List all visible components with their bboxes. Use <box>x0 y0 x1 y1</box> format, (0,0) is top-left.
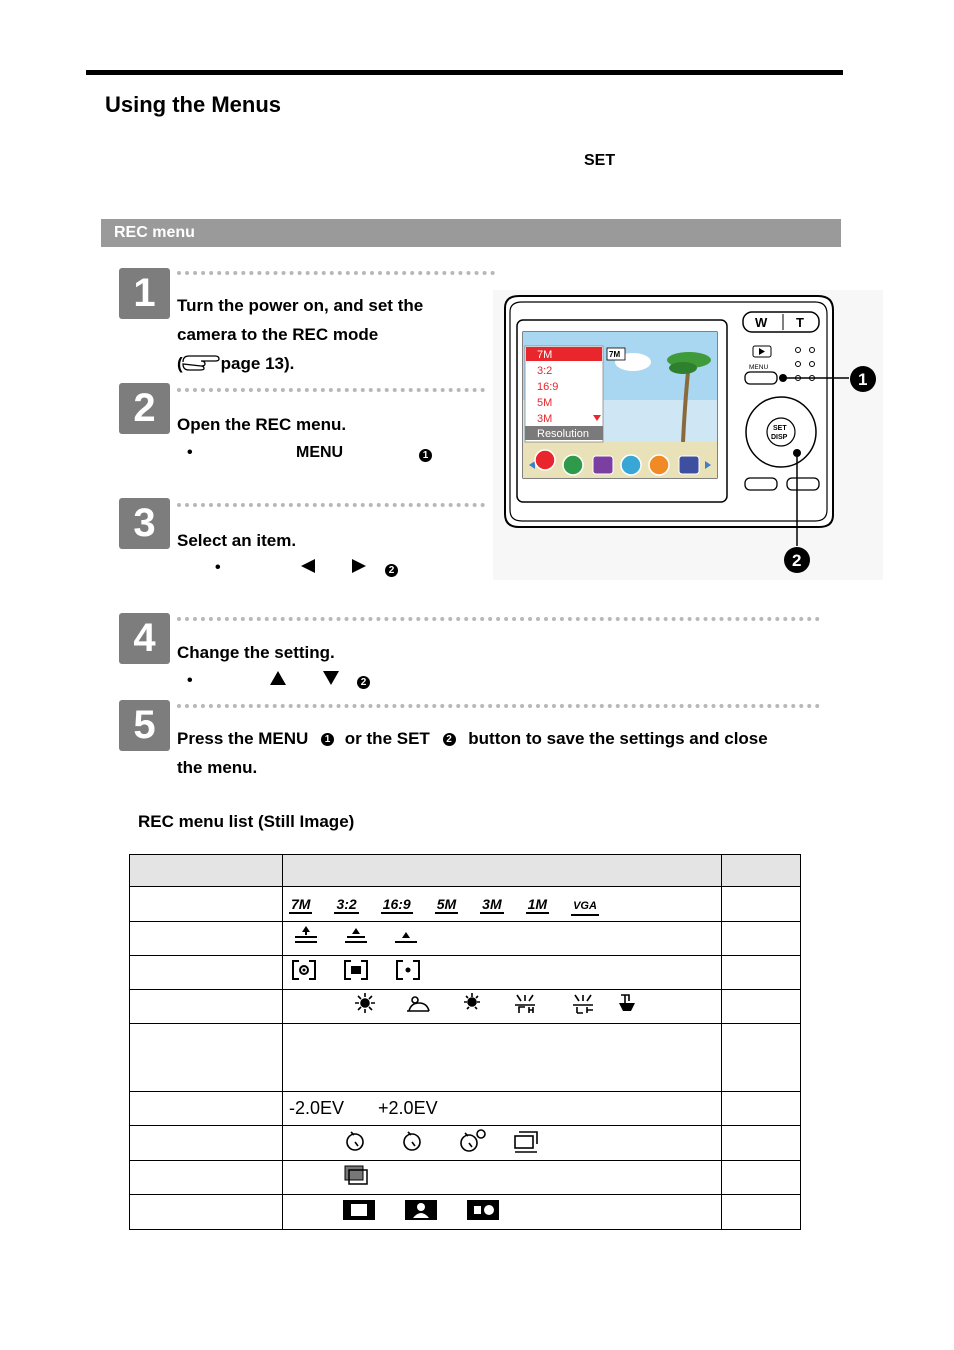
left-arrow-icon <box>299 559 317 573</box>
lcd-menu-caption: Resolution <box>537 428 589 440</box>
table-row <box>130 956 801 990</box>
section-header <box>101 219 841 247</box>
res-7m-icon: 7M <box>291 895 311 912</box>
step-divider <box>177 704 820 708</box>
stabilizer-icon <box>289 1162 409 1188</box>
lcd-resolution-badge: 7M <box>609 350 621 359</box>
lcd-menu-item: 3M <box>537 413 553 425</box>
table-row <box>130 1161 801 1195</box>
step-number-3: 3 <box>119 498 170 549</box>
step-number-1: 1 <box>119 268 170 319</box>
table-row <box>130 1126 801 1161</box>
step-1-line-2: camera to the REC mode <box>177 325 379 344</box>
marker-1: 1 <box>419 449 432 462</box>
ref-page: page 13). <box>220 354 295 373</box>
step-5-part-b: or the SET <box>344 729 430 748</box>
step-divider <box>177 617 820 621</box>
page-title: Using the Menus <box>105 92 282 117</box>
table-header-row <box>130 855 801 887</box>
step-5-line-2: the menu. <box>177 758 258 777</box>
step-1-ref <box>177 349 423 378</box>
step-divider <box>177 271 495 275</box>
callout-1: 1 <box>858 370 868 389</box>
res-3m-icon: 3M <box>482 895 502 912</box>
step-number-5: 5 <box>119 700 170 751</box>
res-vga-icon: VGA <box>571 898 599 916</box>
bullet-dot: • <box>187 672 193 689</box>
zoom-t-label: T <box>796 315 804 330</box>
top-rule <box>86 70 843 75</box>
right-arrow-icon <box>350 559 368 573</box>
menu-button-label: MENU <box>749 364 769 371</box>
rec-menu-table <box>129 854 801 1230</box>
step-divider <box>177 503 485 507</box>
marker-2: 2 <box>357 676 370 689</box>
pointing-hand-icon <box>181 353 221 371</box>
zoom-w-label: W <box>755 315 768 330</box>
table-subhead: REC menu list (Still Image) <box>138 812 355 831</box>
step-5-text <box>177 724 768 753</box>
marker-1: 1 <box>321 733 334 746</box>
disp-button-label: DISP <box>771 434 788 441</box>
set-button-label: SET <box>773 425 787 432</box>
res-5m-icon: 5M <box>436 895 457 912</box>
menu-keyword: MENU <box>296 444 344 461</box>
quality-fine-icon <box>295 926 317 943</box>
step-4-text: Change the setting. <box>177 643 335 662</box>
quality-economy-icon <box>395 932 417 943</box>
res-3-2-icon: 3:2 <box>336 895 357 912</box>
drive-mode-icons <box>289 1128 549 1154</box>
white-balance-icons <box>289 991 689 1017</box>
step-2-text: Open the REC menu. <box>177 415 347 434</box>
camera-illustration <box>493 290 883 580</box>
bullet-dot: • <box>215 559 221 576</box>
lcd-menu-item: 3:2 <box>537 365 553 377</box>
step-3-text: Select an item. <box>177 531 297 550</box>
ev-min: -2.0EV <box>289 1098 345 1118</box>
callout-2: 2 <box>792 551 802 570</box>
step-number-4: 4 <box>119 613 170 664</box>
step-1-line-1: Turn the power on, and set the <box>177 296 424 315</box>
color-mode-icons <box>289 1197 549 1223</box>
table-row <box>130 887 801 922</box>
step-5-part-a: Press the MENU <box>177 729 309 748</box>
table-row <box>130 1092 801 1126</box>
set-keyword: SET <box>584 152 616 169</box>
lcd-menu-item: 5M <box>537 397 553 409</box>
section-label: REC menu <box>114 224 195 241</box>
step-1-text <box>177 291 423 378</box>
table-row <box>130 1024 801 1092</box>
up-arrow-icon <box>269 670 287 686</box>
table-row <box>130 1195 801 1230</box>
table-row <box>130 922 801 956</box>
step-divider <box>177 388 485 392</box>
step-number-2: 2 <box>119 383 170 434</box>
metering-icons <box>289 958 439 982</box>
step-5-part-c: button to save the settings and close <box>468 729 768 748</box>
marker-2: 2 <box>385 564 398 577</box>
marker-2: 2 <box>443 733 456 746</box>
lcd-menu-item: 7M <box>537 349 553 361</box>
quality-icons <box>289 925 429 947</box>
bullet-dot: • <box>187 444 193 461</box>
ev-max: +2.0EV <box>378 1098 438 1118</box>
table-row <box>130 990 801 1024</box>
lcd-menu-item: 16:9 <box>537 381 559 393</box>
down-arrow-icon <box>322 670 340 686</box>
res-1m-icon: 1M <box>527 895 548 912</box>
res-16-9-icon: 16:9 <box>382 895 411 912</box>
quality-standard-icon <box>345 928 367 943</box>
ref-paren: ( <box>177 354 183 373</box>
